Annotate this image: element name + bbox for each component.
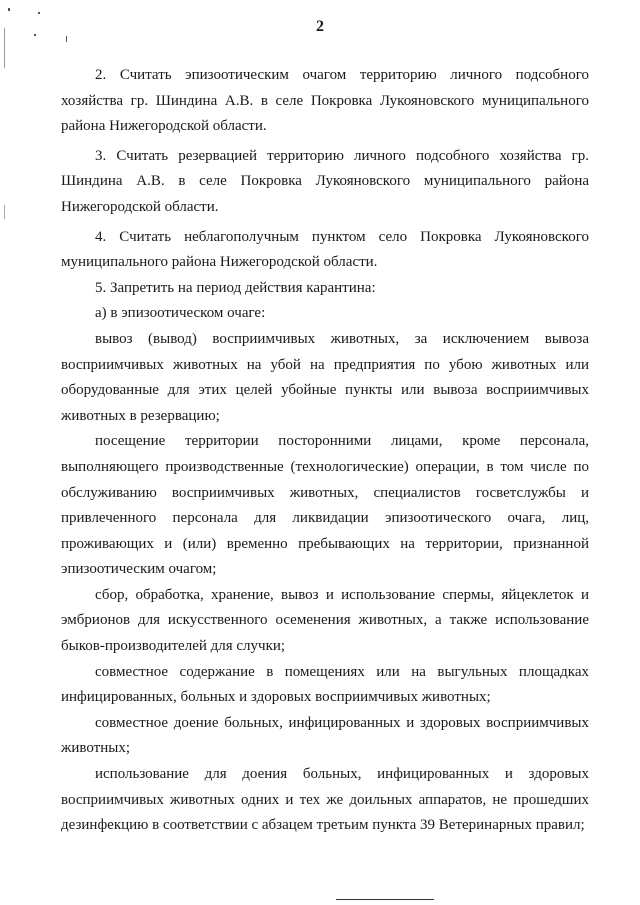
scan-mark (66, 36, 67, 42)
footer-divider (336, 899, 434, 900)
scan-mark (4, 205, 5, 219)
paragraph-ban-milking-equipment: использование для доения больных, инфицированных и здоровых восприимчивых животных одних и тех же доильных аппаратов, не прошедших дезинфекцию в соответствии с абзацем третьим пункта 39 Ветеринарных правил; (61, 766, 589, 834)
paragraph-ban-joint-milking: совместное доение больных, инфицированных и здоровых восприимчивых животных; (61, 714, 589, 757)
scan-mark (8, 8, 10, 11)
paragraph-ban-collection: сбор, обработка, хранение, вывоз и использование спермы, яйцеклеток и эмбрионов для искусственного осеменения животных, а также использование быков-производителей для случки; (61, 586, 589, 655)
scan-mark (38, 12, 40, 14)
paragraph-item-4: 4. Считать неблагополучным пунктом село Покровка Лукояновского муниципального района Нижегородской области. (61, 228, 589, 271)
paragraph-item-3: 3. Считать резервацией территорию личного подсобного хозяйства гр. Шиндина А.В. в селе Покровка Лукояновского муниципального района Нижегородской области. (61, 147, 589, 215)
document-body (61, 63, 589, 839)
page-number: 2 (316, 18, 324, 35)
paragraph-item-5: 5. Запретить на период действия карантина: (95, 279, 376, 296)
paragraph-ban-joint-keeping: совместное содержание в помещениях или на выгульных площадках инфицированных, больных и здоровых восприимчивых животных; (61, 663, 589, 706)
paragraph-subitem-a: а) в эпизоотическом очаге: (95, 305, 266, 322)
paragraph-item-2: 2. Считать эпизоотическим очагом территорию личного подсобного хозяйства гр. Шиндина А.В. в селе Покровка Лукояновского муниципального района Нижегородской области. (61, 67, 589, 135)
paragraph-ban-export: вывоз (вывод) восприимчивых животных, за исключением вывоза восприимчивых животных на убой на предприятия по убою животных или оборудованные для этих целей убойные пункты или вывоза восприимчивых животных в резервацию; (61, 330, 589, 424)
paragraph-ban-visit: посещение территории посторонними лицами, кроме персонала, выполняющего производственные (технологические) операции, в том числе по обслуживанию восприимчивых животных, специалистов госветслужбы и привлеченного персонала для ликвидации эпизоотического очага, лиц, проживающих и (или) временно пребывающих на территории, признанной эпизоотическим очагом; (61, 433, 589, 578)
